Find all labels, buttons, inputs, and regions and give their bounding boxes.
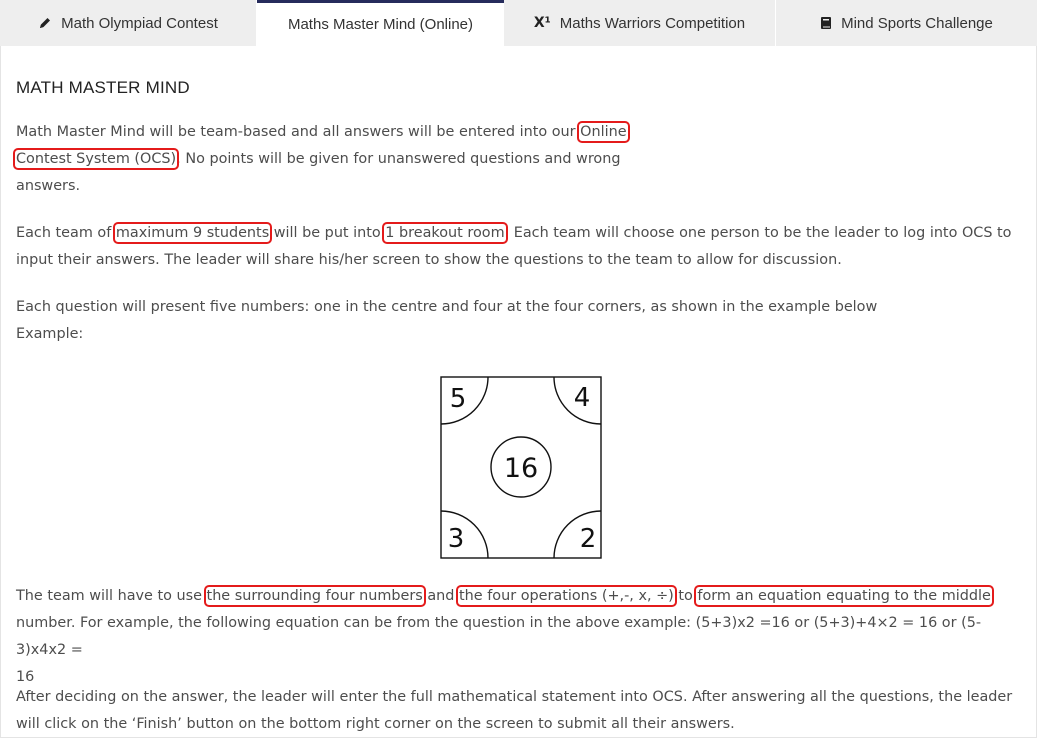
paragraph-operations (16, 583, 1026, 691)
text: Math Master Mind will be team-based and all answers will be entered into our (16, 124, 581, 140)
paragraph-submission (16, 684, 1026, 738)
section-title: MATH MASTER MIND (16, 78, 190, 97)
tab-maths-master-mind[interactable] (257, 0, 504, 46)
book-icon (820, 16, 832, 30)
highlight-four-numbers: the surrounding four numbers (206, 588, 423, 604)
tab-math-olympiad-contest[interactable] (0, 0, 257, 46)
paragraph-ocs (16, 119, 656, 200)
example-diagram (440, 376, 602, 559)
superscript-icon: X¹ (533, 15, 551, 31)
tab-label: Math Olympiad Contest (61, 14, 218, 32)
tab-label: Mind Sports Challenge (841, 14, 993, 32)
corner-number-top-right: 4 (573, 383, 591, 413)
tab-label: Maths Warriors Competition (559, 14, 746, 32)
highlight-contest-system: Contest System (OCS) (16, 151, 177, 167)
text: will be put into (269, 225, 386, 241)
text: input their answers. The leader will share his/her screen to show the questions to the team to allow for discussion. (16, 252, 842, 268)
tab-mind-sports-challenge[interactable] (776, 0, 1037, 46)
highlight-four-operations: the four operations (+,-, x, ÷) (459, 588, 674, 604)
centre-number: 16 (503, 453, 539, 484)
text: Example: (16, 326, 84, 342)
text: . No points will be given for unanswered questions and wrong (176, 151, 621, 167)
highlight-max-students: maximum 9 students (115, 225, 270, 241)
paragraph-question-format (16, 294, 1026, 348)
text: 16 (16, 669, 35, 685)
text: Each team of (16, 225, 116, 241)
text: and (422, 588, 460, 604)
text: number. For example, the following equation can be from the question in the above example: (5+3)x2 =16 or (5+3)+4×2 = 16 or (5-3)x4x2 = (16, 615, 982, 658)
text: After deciding on the answer, the leader will enter the full mathematical statement into OCS. After answering all the questions, the leader (16, 689, 1013, 705)
tab-maths-warriors-competition[interactable] (504, 0, 776, 46)
pencil-icon (38, 16, 52, 30)
text: to (673, 588, 698, 604)
highlight-online: Online (580, 124, 627, 140)
highlight-breakout-room: 1 breakout room (385, 225, 505, 241)
text: will click on the ‘Finish’ button on the bottom right corner on the screen to submit all their answers. (16, 716, 735, 732)
corner-number-bottom-right: 2 (579, 524, 597, 554)
text: The team will have to use (16, 588, 207, 604)
tab-bar (0, 0, 1037, 46)
text: . Each team will choose one person to be the leader to log into OCS to (504, 225, 1012, 241)
tab-label: Maths Master Mind (Online) (287, 16, 474, 33)
corner-number-top-left: 5 (449, 384, 467, 414)
corner-number-bottom-left: 3 (447, 524, 465, 554)
paragraph-teams (16, 220, 1026, 274)
text: answers. (16, 178, 81, 194)
highlight-equation: form an equation equating to the middle (697, 588, 991, 604)
text: Each question will present five numbers: one in the centre and four at the four corners, as shown in the example below (16, 299, 878, 315)
